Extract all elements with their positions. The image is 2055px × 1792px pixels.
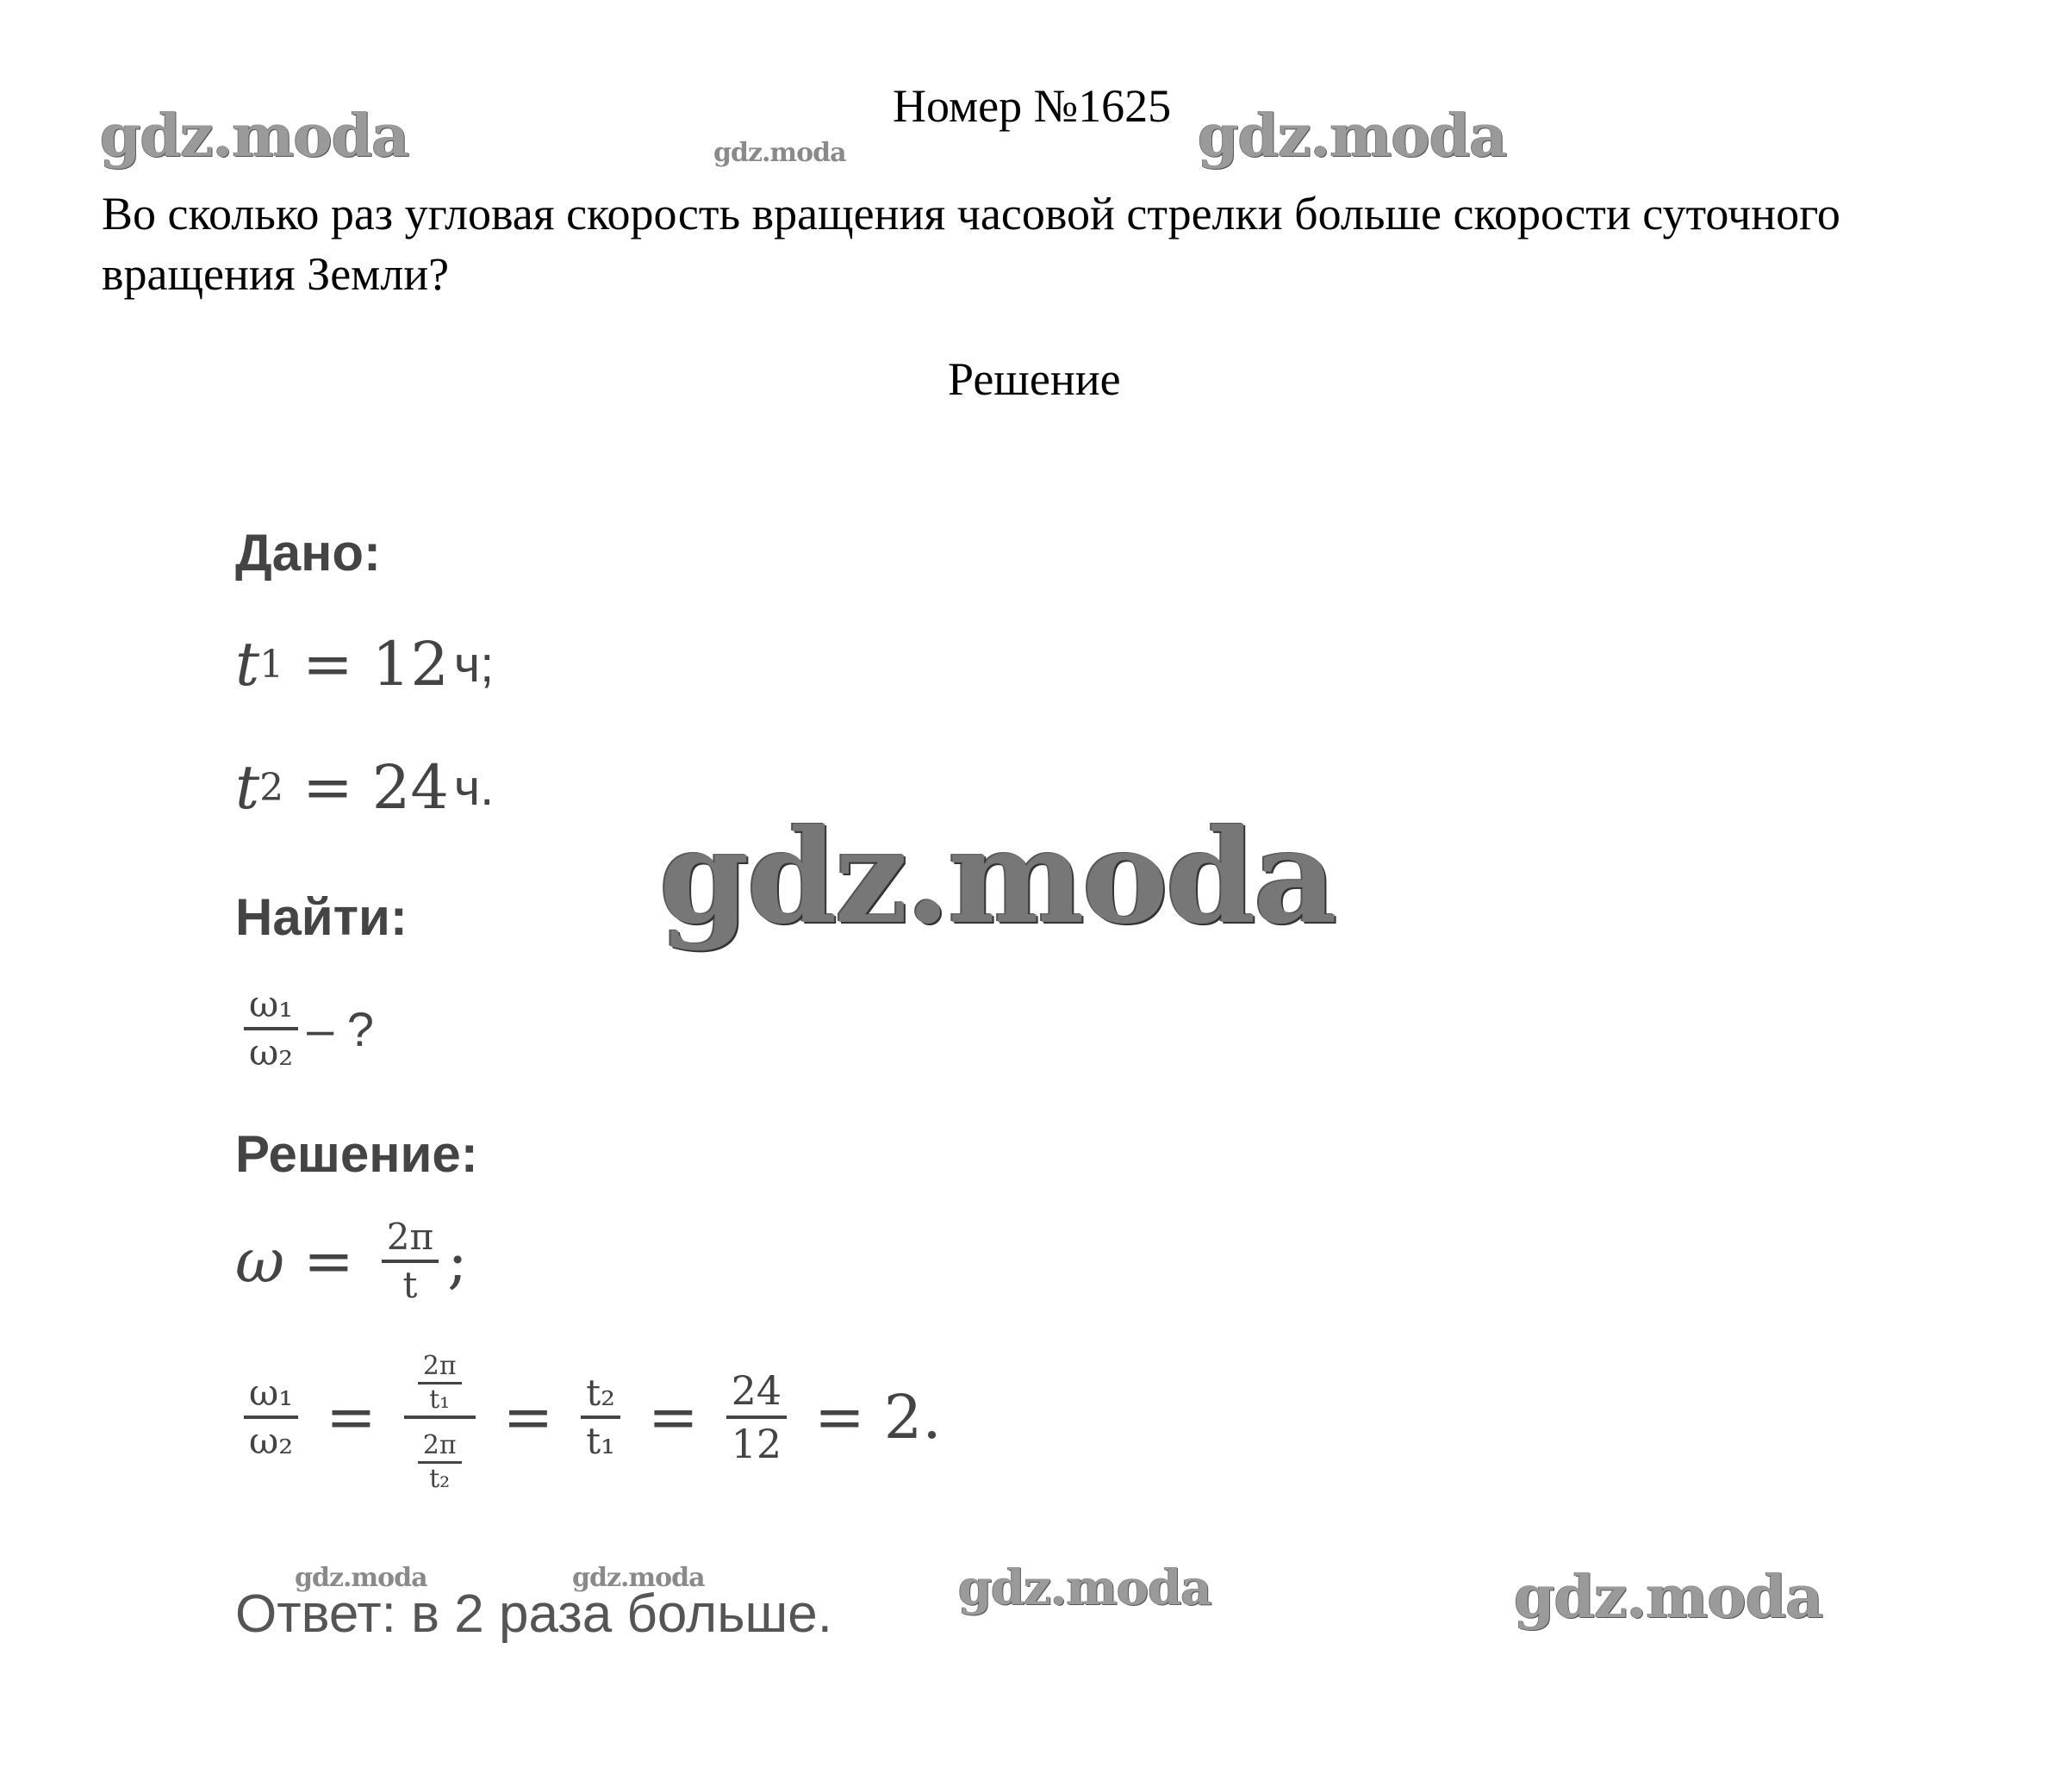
- formula-fraction: [382, 1215, 439, 1308]
- numerator: t₂: [586, 1372, 615, 1414]
- numerator: ω₁: [249, 983, 294, 1025]
- equals-sign: =: [502, 1382, 554, 1453]
- ratio-chain: [235, 1340, 942, 1495]
- denominator: t₁: [586, 1420, 615, 1462]
- unit: ч.: [453, 759, 495, 816]
- denominator: 12: [731, 1421, 782, 1467]
- given-label: Дано:: [235, 524, 381, 582]
- time-fraction: [581, 1371, 620, 1464]
- value: 24: [371, 752, 449, 823]
- equals-sign: =: [302, 752, 353, 823]
- inner-fraction: [418, 1430, 462, 1495]
- unit: ч;: [453, 636, 495, 693]
- watermark-logo: gdz.moda: [1514, 1563, 1823, 1632]
- compound-denominator: [404, 1419, 476, 1495]
- find-expression: [235, 982, 374, 1075]
- solution-label: Решение:: [235, 1125, 478, 1183]
- variable: t: [235, 629, 260, 700]
- equals-sign: =: [302, 629, 353, 700]
- denominator: ω₂: [249, 1420, 294, 1462]
- watermark-logo: gdz.moda: [713, 138, 846, 168]
- omega-formula: [235, 1215, 468, 1308]
- numerator: ω₁: [249, 1372, 294, 1414]
- value: 12: [371, 629, 449, 700]
- watermark-logo: gdz.moda: [958, 1559, 1211, 1616]
- given-t2: [235, 752, 494, 823]
- omega-symbol: ω: [235, 1226, 285, 1297]
- problem-statement: Во сколько раз угловая скорость вращения часовой стрелки больше скорости суточного вращения Земли?: [102, 188, 1840, 300]
- numerator: 2π: [422, 1430, 457, 1460]
- watermark-logo: gdz.moda: [1198, 102, 1507, 171]
- solution-heading: Решение: [948, 353, 1121, 405]
- equals-sign: =: [814, 1382, 865, 1453]
- result-value: 2.: [883, 1382, 942, 1453]
- watermark-logo: gdz.moda: [572, 1563, 705, 1593]
- question-mark: – ?: [307, 1001, 374, 1056]
- given-t1: [235, 629, 494, 700]
- watermark-logo: gdz.moda: [659, 801, 1336, 953]
- watermark-logo: gdz.moda: [100, 102, 409, 171]
- ratio-fraction: [244, 1371, 298, 1464]
- equals-sign: =: [326, 1382, 377, 1453]
- denominator: t₂: [429, 1464, 451, 1494]
- semicolon: ;: [447, 1226, 468, 1297]
- compound-numerator: [404, 1340, 476, 1416]
- denominator: t: [402, 1264, 418, 1306]
- subscript: 1: [259, 642, 284, 687]
- answer-text: Ответ: в 2 раза больше.: [235, 1584, 832, 1644]
- subscript: 2: [259, 765, 284, 810]
- number-fraction: [726, 1366, 788, 1469]
- numerator: 2π: [422, 1351, 457, 1381]
- variable: t: [235, 752, 260, 823]
- page-title: Номер №1625: [893, 80, 1172, 132]
- find-label: Найти:: [235, 888, 408, 946]
- numerator: 2π: [386, 1216, 434, 1258]
- compound-fraction: [404, 1340, 476, 1495]
- watermark-logo: gdz.moda: [295, 1563, 427, 1593]
- inner-fraction: [418, 1351, 462, 1416]
- numerator: 24: [731, 1367, 782, 1414]
- denominator: ω₂: [249, 1031, 294, 1073]
- equals-sign: =: [647, 1382, 699, 1453]
- denominator: t₁: [429, 1384, 451, 1415]
- equals-sign: =: [303, 1226, 354, 1297]
- ratio-fraction: [244, 982, 298, 1075]
